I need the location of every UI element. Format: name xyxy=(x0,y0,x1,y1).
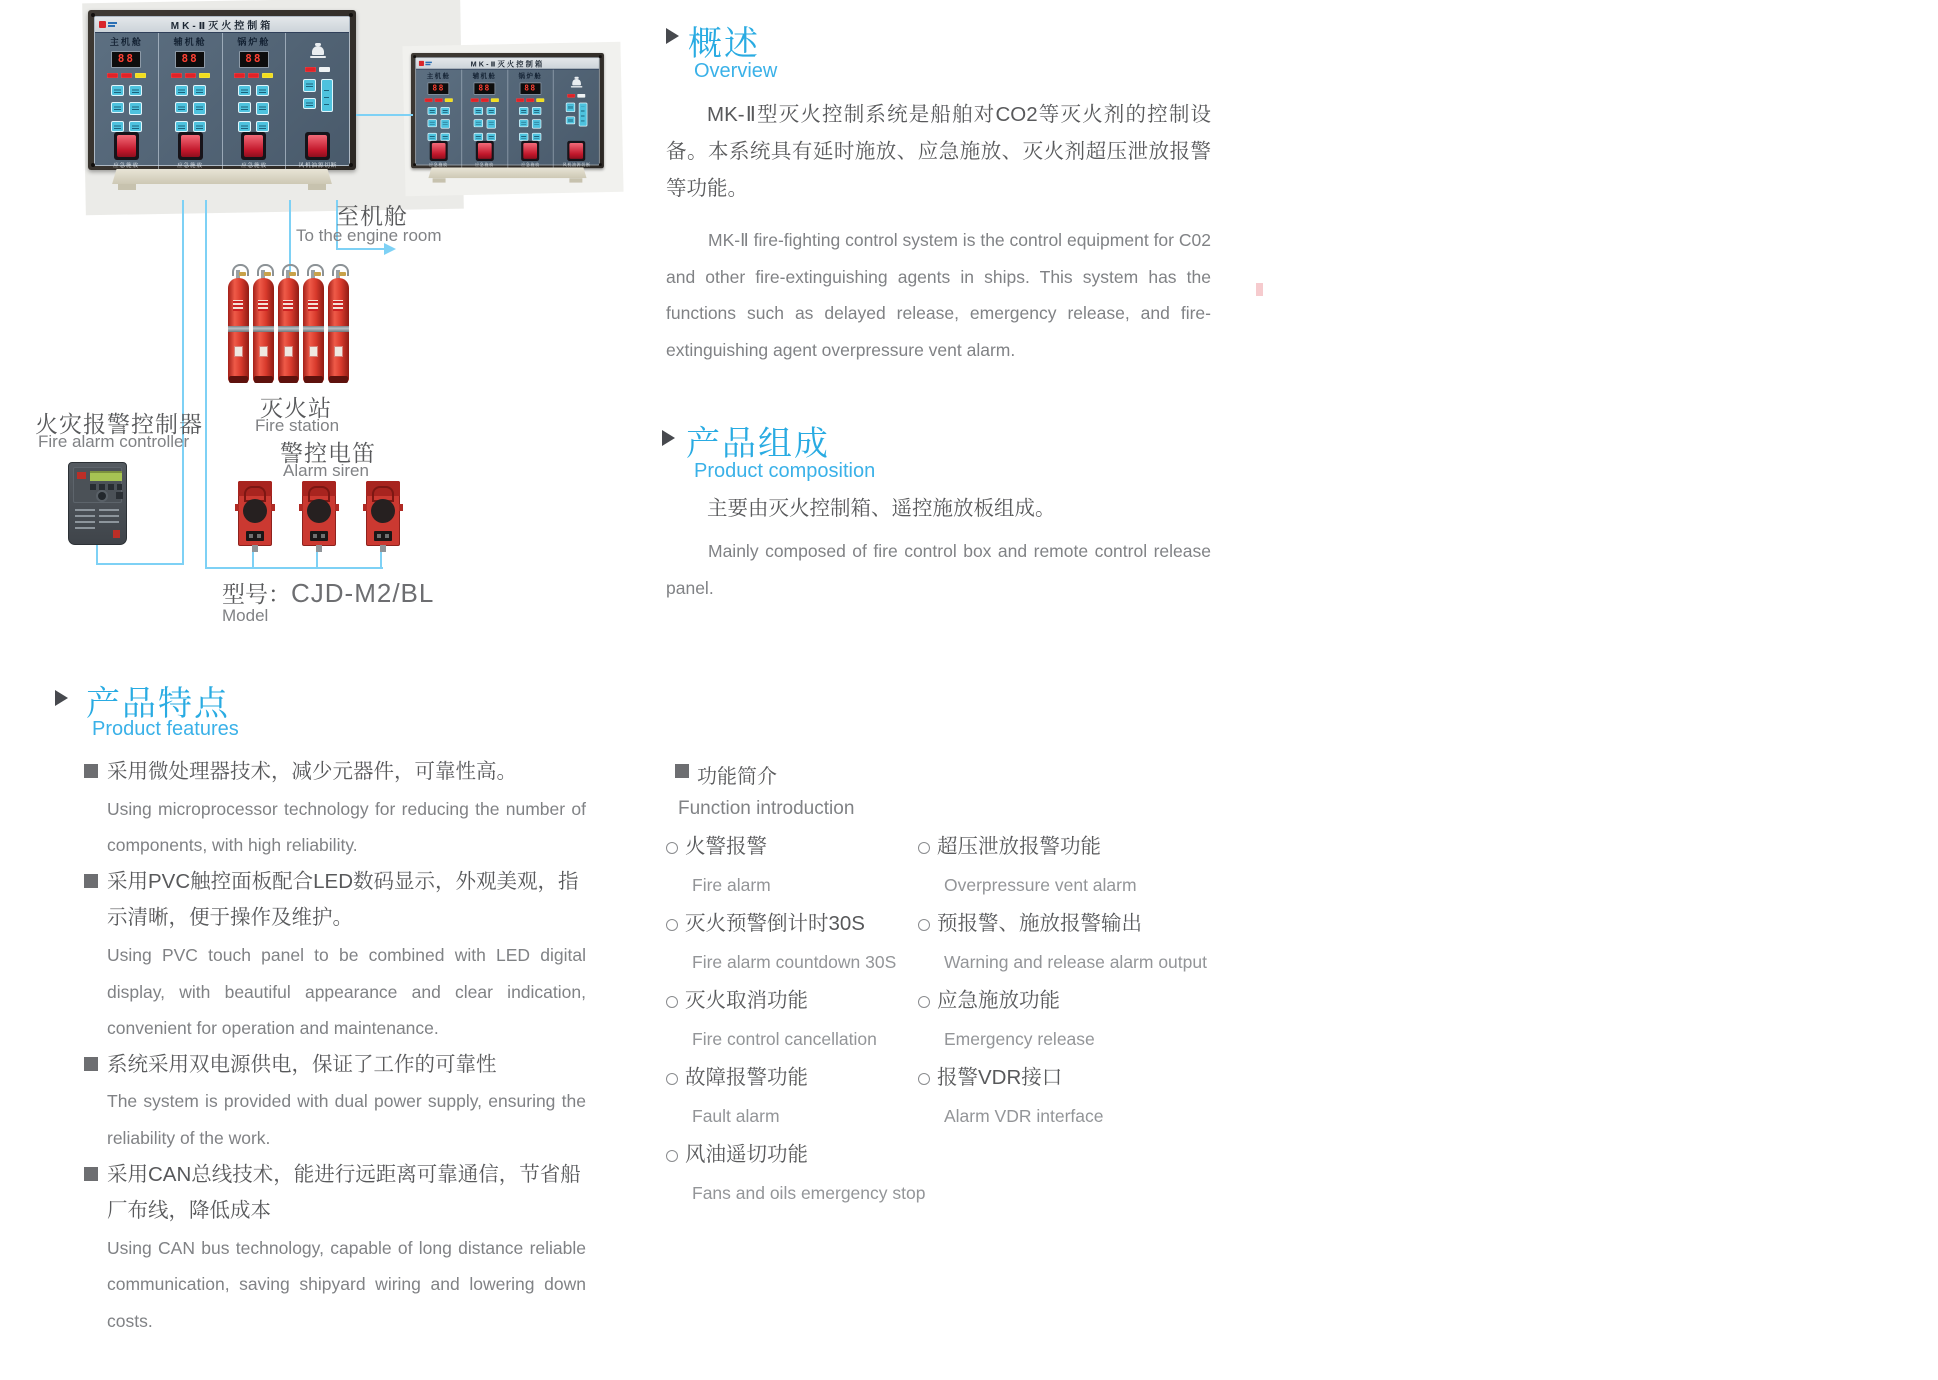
fire-station-label-zh: 灭火站 xyxy=(260,395,332,421)
led-display: 88 xyxy=(111,51,141,68)
feature-text-zh: 采用微处理器技术，减少元器件，可靠性高。 xyxy=(107,760,517,783)
feature-text-zh: 系统采用双电源供电，保证了工作的可靠性 xyxy=(107,1052,497,1076)
connector-controller-bus xyxy=(96,563,184,565)
connector-controller-stub xyxy=(96,543,98,565)
emergency-release-button xyxy=(476,141,494,161)
function-en: Fault alarm xyxy=(692,1106,780,1126)
feature-text-en: Using CAN bus technology, capable of long distance reliable communication, saving shipyard wiring and lowering down costs. xyxy=(107,1237,586,1331)
section-marker-icon xyxy=(662,430,675,446)
panel-face xyxy=(415,57,599,168)
feature-item xyxy=(84,1157,586,1340)
function-zh: 预报警、施放报警输出 xyxy=(937,912,1142,935)
function-en: Fire control cancellation xyxy=(692,1029,877,1049)
zone-label: 辅机舱 xyxy=(472,72,497,80)
screw-icon xyxy=(91,163,95,167)
panel-button xyxy=(238,121,251,132)
connector-line-2 xyxy=(205,200,207,569)
zone-label: 辅机舱 xyxy=(173,37,207,47)
emergency-release-label: 应急施放 xyxy=(113,163,140,169)
fire-station-label-en: Fire station xyxy=(255,416,340,435)
function-item xyxy=(918,905,1248,982)
function-item xyxy=(666,828,951,905)
panel-button xyxy=(427,119,436,127)
panel-title: MK-Ⅱ灭火控制箱 xyxy=(470,60,545,69)
panel-button xyxy=(486,107,495,115)
co2-cylinder xyxy=(303,268,325,388)
fire-alarm-controller-label-en: Fire alarm controller xyxy=(38,432,190,451)
section-marker-icon xyxy=(55,690,68,706)
features-heading-zh: 产品特点 xyxy=(86,685,230,723)
to-engine-room-label-zh: 至机舱 xyxy=(336,203,408,229)
functions-right-column xyxy=(918,828,1248,1136)
panel-button xyxy=(193,121,206,132)
functions-left-column xyxy=(666,828,951,1213)
panel-button xyxy=(473,119,482,127)
functions-heading-zh-text: 功能简介 xyxy=(697,766,777,788)
feature-item xyxy=(84,754,586,864)
function-item xyxy=(666,1136,951,1213)
co2-cylinder xyxy=(228,268,250,388)
panel-button xyxy=(129,85,142,96)
model-line xyxy=(222,576,434,609)
zone-label: 主机舱 xyxy=(426,72,451,80)
screw-icon xyxy=(349,13,353,17)
overview-heading-zh: 概述 xyxy=(688,25,760,63)
function-zh: 火警报警 xyxy=(685,835,767,858)
panel-stand xyxy=(112,169,332,184)
panel-button xyxy=(303,79,316,92)
panel-button xyxy=(111,102,124,113)
connector-line-3 xyxy=(289,200,291,272)
function-zh: 灭火取消功能 xyxy=(685,989,808,1012)
panel-zone-fan-oil xyxy=(554,70,599,172)
screw-icon xyxy=(599,55,602,58)
fire-control-box-photo xyxy=(88,10,356,191)
indicator-lights xyxy=(470,98,498,102)
panel-title: MK-Ⅱ灭火控制箱 xyxy=(170,21,274,32)
emergency-release-button xyxy=(430,141,448,161)
panel-feet xyxy=(112,184,332,191)
panel-columns xyxy=(416,70,599,172)
panel-button xyxy=(519,133,528,141)
composition-paragraph-en: Mainly composed of fire control box and remote control release panel. xyxy=(666,541,1211,598)
panel-button xyxy=(303,98,316,109)
panel-selector-button xyxy=(578,103,587,127)
co2-cylinder xyxy=(328,268,350,388)
circle-bullet-icon xyxy=(666,1150,678,1162)
panel-button xyxy=(532,133,541,141)
model-label-zh: 型号： xyxy=(222,581,291,607)
panel-button xyxy=(111,121,124,132)
panel-button xyxy=(238,85,251,96)
fire-alarm-controller-device xyxy=(68,462,127,545)
circle-bullet-icon xyxy=(918,1073,930,1085)
alarm-siren-label-en: Alarm siren xyxy=(283,461,369,480)
panel-frame xyxy=(88,10,356,170)
circle-bullet-icon xyxy=(918,842,930,854)
emergency-release-button xyxy=(241,132,266,160)
fire-alarm-controller-label-zh: 火灾报警控制器 xyxy=(35,411,203,437)
panel-button xyxy=(440,119,449,128)
panel-button xyxy=(427,107,436,115)
bell-icon xyxy=(312,46,324,55)
panel-button xyxy=(129,121,142,132)
fan-oil-cutoff-label: 风机油源切断 xyxy=(298,163,337,169)
panel-button xyxy=(175,121,188,132)
indicator-lights xyxy=(107,73,146,79)
emergency-release-label: 应急施放 xyxy=(429,163,448,168)
model-value: CJD-M2/BL xyxy=(291,578,435,608)
panel-button xyxy=(566,116,575,124)
features-list xyxy=(84,754,586,1340)
panel-zone-main-engine xyxy=(95,33,159,174)
panel-button xyxy=(111,85,124,96)
led-display: 88 xyxy=(428,83,450,95)
square-bullet-icon xyxy=(84,874,98,888)
panel-button xyxy=(238,102,251,113)
indicator-lights xyxy=(305,67,330,73)
fire-control-panel xyxy=(88,10,356,191)
panel-button xyxy=(193,102,206,115)
co2-cylinder xyxy=(278,268,300,388)
composition-paragraph-zh: 主要由灭火控制箱、遥控施放板组成。 xyxy=(707,497,1056,520)
indicator-lights xyxy=(425,98,453,102)
fire-control-panel xyxy=(411,53,604,183)
panel-feet xyxy=(428,178,586,183)
emergency-release-label: 应急施放 xyxy=(240,163,267,169)
function-en: Warning and release alarm output xyxy=(944,952,1207,972)
connector-panel-to-panel xyxy=(356,114,413,116)
feature-text-en: The system is provided with dual power supply, ensuring the reliability of the work. xyxy=(107,1091,586,1148)
screw-icon xyxy=(413,163,416,166)
function-en: Fans and oils emergency stop xyxy=(692,1183,926,1203)
connector-engine-room xyxy=(336,248,386,250)
function-en: Fire alarm countdown 30S xyxy=(692,952,897,972)
emergency-release-button xyxy=(114,132,139,160)
panel-button xyxy=(440,107,449,115)
function-en: Alarm VDR interface xyxy=(944,1106,1104,1126)
square-bullet-icon xyxy=(84,1057,98,1071)
function-item xyxy=(666,982,951,1059)
function-zh: 超压泄放报警功能 xyxy=(937,835,1101,858)
panel-button xyxy=(532,119,541,128)
panel-selector-button xyxy=(321,79,333,112)
square-bullet-icon xyxy=(675,764,689,778)
fan-oil-cutoff-button xyxy=(305,132,330,160)
panel-frame xyxy=(411,53,604,168)
function-zh: 灭火预警倒计时30S xyxy=(685,912,865,935)
co2-cylinder xyxy=(253,268,275,388)
square-bullet-icon xyxy=(84,1167,98,1181)
connector-siren-bus xyxy=(205,567,383,569)
alarm-siren-device xyxy=(238,481,272,546)
panel-button xyxy=(519,119,528,127)
emergency-release-button xyxy=(521,141,539,161)
panel-face xyxy=(94,16,350,169)
circle-bullet-icon xyxy=(666,842,678,854)
feature-text-zh: 采用CAN总线技术，能进行远距离可靠通信，节省船厂布线，降低成本 xyxy=(107,1162,581,1223)
panel-button xyxy=(427,133,436,141)
panel-button xyxy=(129,102,142,115)
indicator-lights xyxy=(171,73,210,79)
composition-heading-zh: 产品组成 xyxy=(686,425,830,463)
panel-button xyxy=(566,103,575,112)
panel-columns xyxy=(95,33,349,174)
panel-button xyxy=(193,85,206,96)
led-display: 88 xyxy=(239,51,269,68)
function-zh: 故障报警功能 xyxy=(685,1066,808,1089)
feature-text-en: Using microprocessor technology for reducing the number of components, with high reliability. xyxy=(107,798,586,856)
zone-label: 主机舱 xyxy=(109,37,143,47)
screw-icon xyxy=(599,163,602,166)
overview-paragraph-en: MK-Ⅱ fire-fighting control system is the control equipment for C02 and other fire-extinguishing agents in ships. This system has the functions such as delayed release, emergency release, and fire-extinguishing agent overpressure vent alarm. xyxy=(666,230,1211,360)
to-engine-room-label-en: To the engine room xyxy=(296,226,442,245)
function-en: Emergency release xyxy=(944,1029,1095,1049)
screw-icon xyxy=(349,163,353,167)
alarm-siren-device xyxy=(366,481,400,546)
panel-button xyxy=(486,119,495,128)
remote-release-panel-photo xyxy=(411,53,604,183)
panel-zone-aux-engine xyxy=(462,70,508,172)
circle-bullet-icon xyxy=(666,996,678,1008)
panel-header xyxy=(95,17,349,33)
function-item xyxy=(666,905,951,982)
square-bullet-icon xyxy=(84,764,98,778)
indicator-lights xyxy=(567,94,585,98)
panel-zone-aux-engine xyxy=(159,33,223,174)
panel-zone-main-engine xyxy=(416,70,462,172)
functions-heading-en: Function introduction xyxy=(678,798,855,819)
led-display: 88 xyxy=(520,83,542,95)
function-item xyxy=(918,982,1248,1059)
connector-line-1 xyxy=(182,200,184,565)
led-display: 88 xyxy=(175,51,205,68)
panel-header xyxy=(416,58,599,70)
function-item xyxy=(918,1059,1248,1136)
feature-text-en: Using PVC touch panel to be combined with LED digital display, with beautiful appearance and clear indication, convenient for operation and maintenance. xyxy=(107,944,586,1039)
features-heading-en: Product features xyxy=(92,718,239,740)
feature-text-zh: 采用PVC触控面板配合LED数码显示，外观美观，指示清晰，便于操作及维护。 xyxy=(107,869,579,930)
emergency-release-button xyxy=(178,132,203,160)
led-display: 88 xyxy=(474,83,496,95)
function-en: Overpressure vent alarm xyxy=(944,875,1137,895)
functions-heading-zh xyxy=(675,760,1938,789)
circle-bullet-icon xyxy=(918,996,930,1008)
panel-button xyxy=(256,121,269,132)
alarm-siren-device xyxy=(302,481,336,546)
page-edge-tab xyxy=(1256,283,1263,296)
panel-zone-boiler xyxy=(223,33,287,174)
overview-paragraph-zh: MK-Ⅱ型灭火控制系统是船舶对CO2等灭火剂的控制设备。本系统具有延时施放、应急施放、灭火剂超压泄放报警等功能。 xyxy=(666,103,1211,200)
zone-label: 锅炉舱 xyxy=(237,37,271,47)
emergency-release-label: 应急施放 xyxy=(475,163,494,168)
emergency-release-label: 应急施放 xyxy=(177,163,204,169)
function-zh: 风油遥切功能 xyxy=(685,1143,808,1166)
function-item xyxy=(666,1059,951,1136)
alarm-siren-label-zh: 警控电笛 xyxy=(280,440,376,466)
function-zh: 报警VDR接口 xyxy=(937,1066,1063,1089)
circle-bullet-icon xyxy=(666,919,678,931)
panel-button xyxy=(473,107,482,115)
function-zh: 应急施放功能 xyxy=(937,989,1060,1012)
fire-station-cylinders xyxy=(228,268,358,393)
indicator-lights xyxy=(234,73,273,79)
panel-button xyxy=(532,107,541,115)
fan-oil-cutoff-button xyxy=(567,141,585,161)
panel-button xyxy=(256,102,269,115)
feature-item xyxy=(84,1047,586,1157)
function-item xyxy=(918,828,1248,905)
function-en: Fire alarm xyxy=(692,875,771,895)
indicator-lights xyxy=(516,98,544,102)
emergency-release-label: 应急施放 xyxy=(521,163,540,168)
panel-zone-boiler xyxy=(508,70,554,172)
panel-button xyxy=(519,107,528,115)
panel-button xyxy=(440,133,449,141)
circle-bullet-icon xyxy=(666,1073,678,1085)
section-marker-icon xyxy=(666,28,679,44)
panel-button xyxy=(175,85,188,96)
bell-icon xyxy=(572,79,581,85)
zone-label: 锅炉舱 xyxy=(518,72,543,80)
model-label-en: Model xyxy=(222,606,269,625)
fan-oil-cutoff-label: 风机油源切断 xyxy=(562,163,591,168)
panel-button xyxy=(256,85,269,96)
composition-heading-en: Product composition xyxy=(694,460,876,482)
panel-stand xyxy=(428,167,586,178)
panel-button xyxy=(486,133,495,141)
panel-button xyxy=(175,102,188,113)
overview-heading-en: Overview xyxy=(694,60,778,82)
circle-bullet-icon xyxy=(918,919,930,931)
panel-zone-fan-oil xyxy=(286,33,349,174)
panel-button xyxy=(473,133,482,141)
feature-item xyxy=(84,864,586,1047)
